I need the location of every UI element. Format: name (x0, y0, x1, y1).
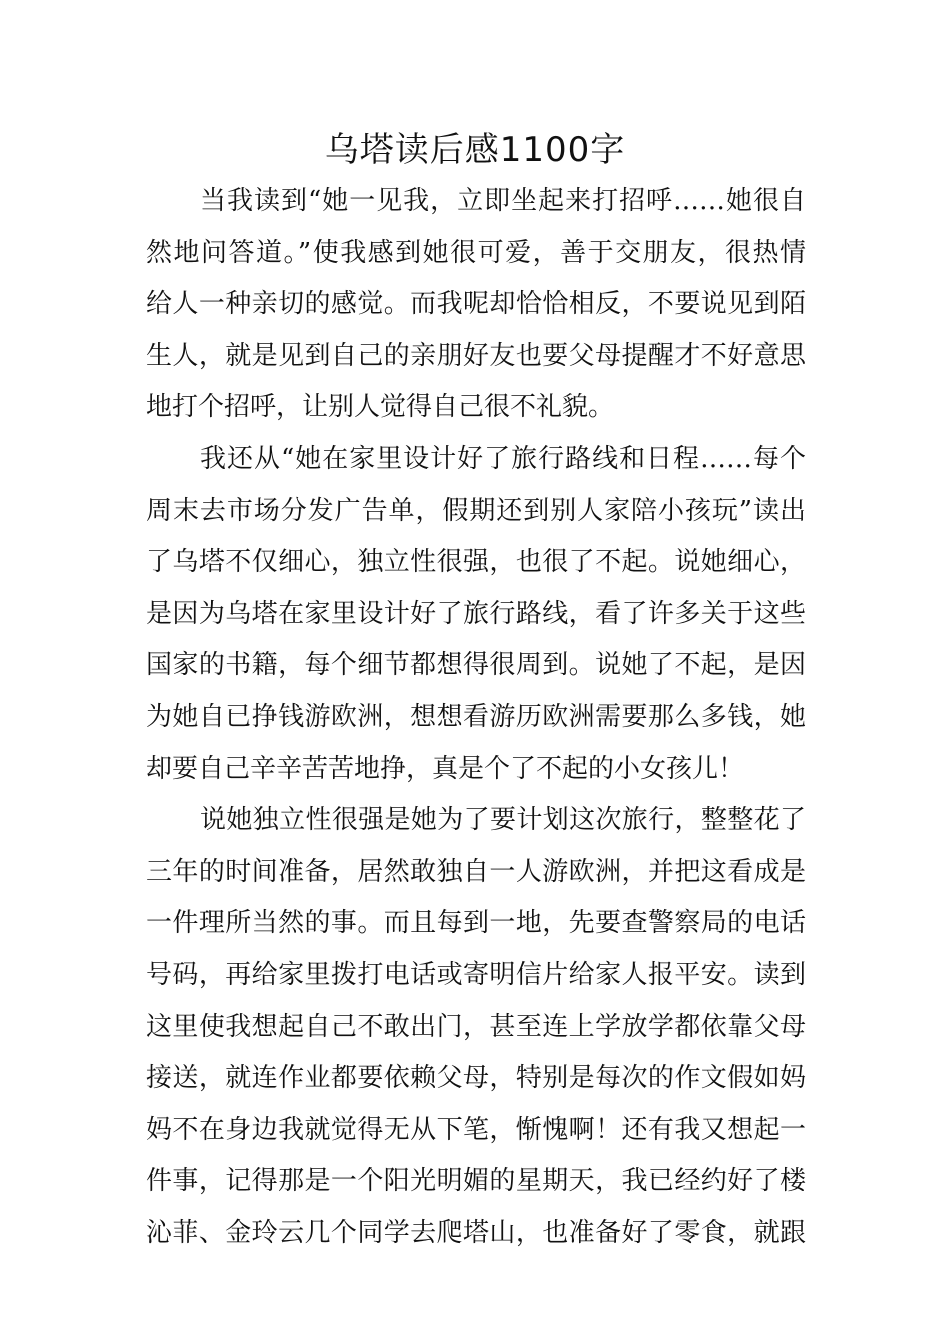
paragraph-3-line-2: 三年的时间准备，居然敢独自一人游欧洲，并把这看成是 (146, 856, 806, 887)
paragraph-3-line-5: 这里使我想起自己不敢出门，甚至连上学放学都依靠父母 (146, 1011, 806, 1042)
paragraph-1-line-2: 然地问答道。”使我感到她很可爱，善于交朋友，很热情 (146, 237, 806, 268)
document-body (146, 176, 806, 1259)
paragraph-2-line-5: 国家的书籍，每个细节都想得很周到。说她了不起，是因 (146, 650, 806, 681)
paragraph-2-line-4: 是因为乌塔在家里设计好了旅行路线，看了许多关于这些 (146, 598, 806, 629)
paragraph-3-line-7: 妈不在身边我就觉得无从下笔，惭愧啊！还有我又想起一 (146, 1114, 806, 1145)
paragraph-3-line-3: 一件理所当然的事。而且每到一地，先要查警察局的电话 (146, 908, 806, 939)
paragraph-3-line-9: 沁菲、金玲云几个同学去爬塔山，也准备好了零食，就跟 (146, 1217, 806, 1248)
paragraph-3-line-4: 号码，再给家里拨打电话或寄明信片给家人报平安。读到 (146, 959, 806, 990)
paragraph-3-line-6: 接送，就连作业都要依赖父母，特别是每次的作文假如妈 (146, 1063, 806, 1094)
paragraph-1-line-3: 给人一种亲切的感觉。而我呢却恰恰相反，不要说见到陌 (146, 289, 806, 320)
paragraph-1-line-4: 生人，就是见到自己的亲朋好友也要父母提醒才不好意思 (146, 340, 806, 371)
paragraph-2-line-6: 为她自已挣钱游欧洲，想想看游历欧洲需要那么多钱，她 (146, 701, 806, 732)
document-title: 乌塔读后感1100字 (324, 130, 626, 170)
paragraph-1-line-5: 地打个招呼，让别人觉得自己很不礼貌。 (146, 392, 615, 423)
paragraph-3-line-8: 件事，记得那是一个阳光明媚的星期天，我已经约好了楼 (146, 1166, 806, 1197)
paragraph-2-line-2: 周末去市场分发广告单，假期还到别人家陪小孩玩”读出 (146, 495, 806, 526)
paragraph-2-line-7: 却要自己辛辛苦苦地挣，真是个了不起的小女孩儿！ (146, 753, 745, 784)
paragraph-3-line-1: 说她独立性很强是她为了要计划这次旅行，整整花了 (200, 805, 806, 836)
paragraph-2-line-3: 了乌塔不仅细心，独立性很强，也很了不起。说她细心， (146, 547, 806, 578)
paragraph-2-line-1: 我还从“她在家里设计好了旅行路线和日程……每个 (200, 443, 806, 474)
paragraph-1-line-1: 当我读到“她一见我，立即坐起来打招呼……她很自 (200, 186, 806, 216)
